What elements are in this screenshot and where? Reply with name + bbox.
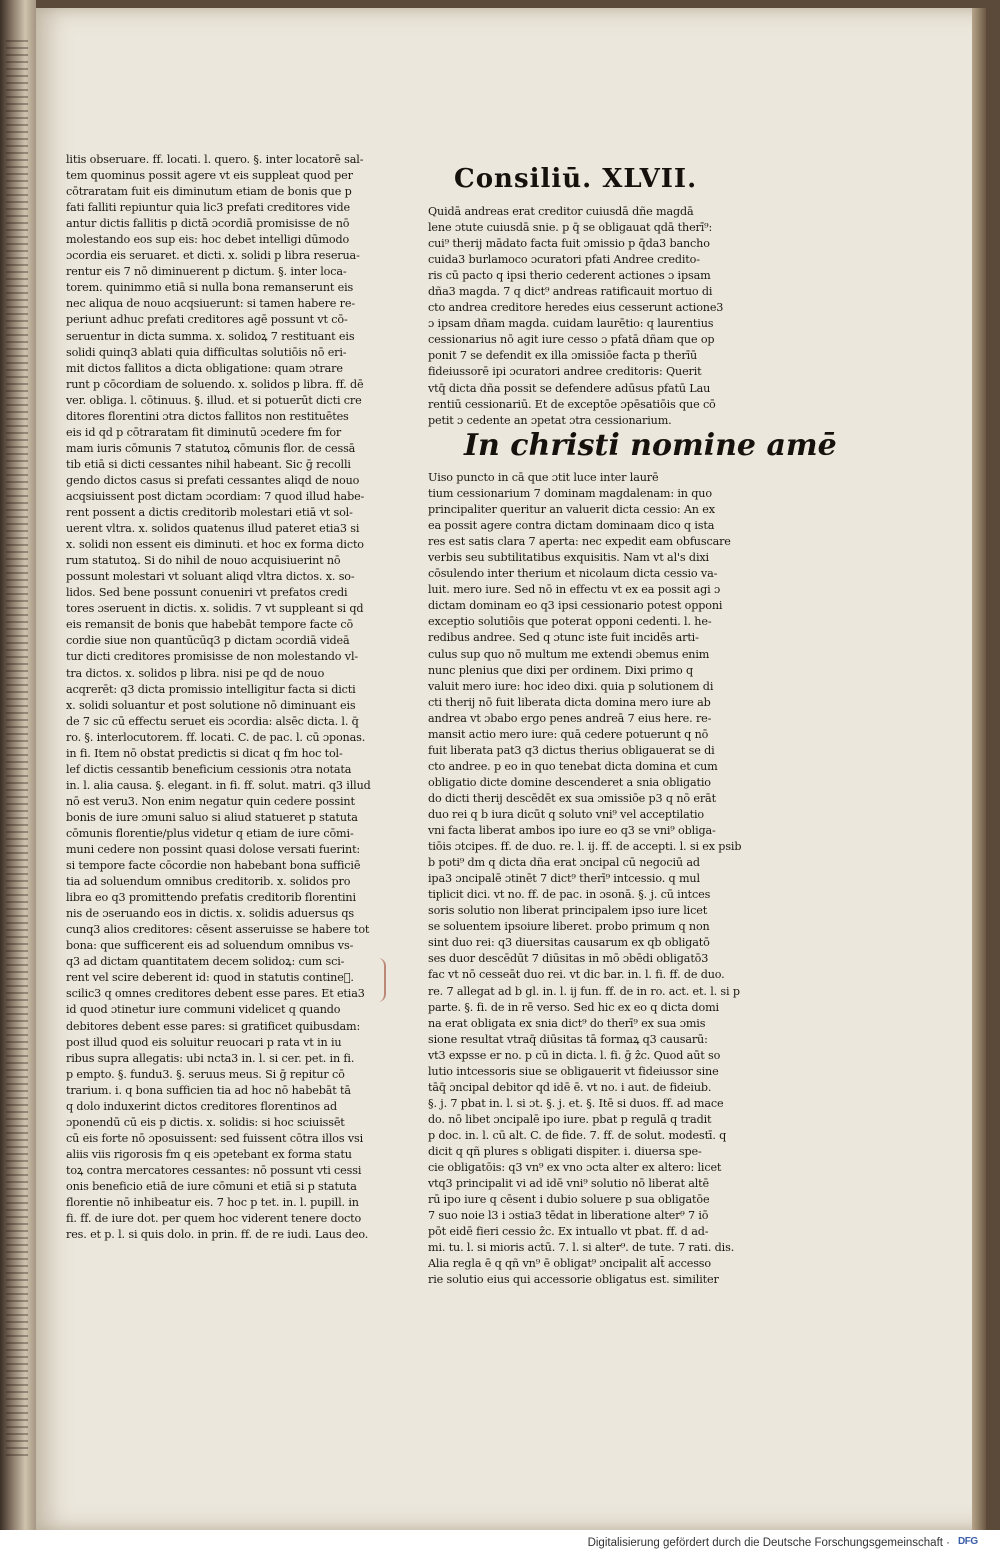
text-line: ɔponendū cū eis p dictis. x. solidis: si hoc sciuissēt <box>66 1115 345 1129</box>
text-line: ipa3 ɔncipalē ɔtinēt 7 dict⁹ therī⁹ intcessio. q mul <box>428 872 700 886</box>
text-line: ro. §. interlocutorem. ff. locati. C. de pac. l. cū ɔponas. <box>66 730 366 744</box>
text-line: antur dictis fallitis p dictā ɔcordiā promisisse de nō <box>66 217 350 231</box>
text-line: gendo dictos casus si prefati cessantes aliqd de nouo <box>66 473 360 487</box>
text-line: tra dictos. x. solidos p libra. nisi pe qd de nouo <box>66 666 325 680</box>
text-line: cto andrea creditore heredes eius cesserunt actione3 <box>428 301 724 315</box>
text-line: sint duo rei: q3 diuersitas causarum ex qb obligatō <box>428 936 710 950</box>
text-line: dña3 magda. 7 q dict⁹ andreas ratificauit mortuo di <box>428 285 713 299</box>
text-line: p empto. §. fundu3. §. seruus meus. Si ḡ repitur cō <box>66 1067 345 1081</box>
text-line: lidos. Sed bene possunt conueniri vt prefatos credi <box>66 586 348 600</box>
text-line: debitores debent esse pares: si gratificet quibusdam: <box>66 1019 361 1033</box>
text-line: pōt eidē fieri cessio ẑc. Ex intuallo vt pbat. ff. d ad- <box>428 1225 709 1239</box>
text-line: redibus andree. Sed q ɔtunc iste fuit incidēs arti- <box>428 631 699 645</box>
text-line: torem. quinimmo etiā si nulla bona remanserunt eis <box>66 281 354 295</box>
text-line: q dolo induxerint dictos creditores florentinos ad <box>66 1099 338 1113</box>
text-line: 7 suo noie l3 i ɔstia3 tēdat in liberatione alter⁹ 7 iō <box>428 1209 709 1223</box>
text-line: ditores florentini ɔtra dictos fallitos non restituētes <box>66 409 349 423</box>
dfg-credit: Digitalisierung gefördert durch die Deutsche Forschungsgemeinschaft · <box>587 1537 950 1549</box>
text-line: cōmunis florentie/plus videtur q etiam de iure cōmi- <box>66 826 354 840</box>
text-line: tiōis ɔtcipes. ff. de duo. re. l. ij. ff. de accepti. l. si ex psib <box>428 840 742 854</box>
text-line: uerent vltra. x. solidos quatenus illud pateret etia3 si <box>66 522 360 536</box>
text-line: obligatio dicte domine descenderet a snia obligatio <box>428 775 711 789</box>
text-line: cōsulendo inter therium et nicolaum dicta cessio va- <box>428 567 718 581</box>
text-line: b poti⁹ dm q dicta dña erat ɔncipal cū negociū ad <box>428 856 700 870</box>
text-line: rum statutoꝝ. Si do nihil de nouo acquisiuerint nō <box>66 554 341 568</box>
text-line: Quidā andreas erat creditor cuiusdā dñe magdā <box>428 205 694 218</box>
text-line: res. et p. l. si quis dolo. in prin. ff. de re iudi. Laus deo. <box>66 1228 369 1242</box>
text-line: petit ɔ cedente an ɔpetat ɔtra cessionarium. <box>428 413 672 427</box>
text-line: lef dictis cessantib beneficium cessionis ɔtra notata <box>66 762 352 776</box>
text-line: ris cū pacto q ipsi therio cederent actiones ɔ ipsam <box>428 269 711 283</box>
text-line: si tempore facte cōcordie non habebant bona sufficiē <box>66 859 361 873</box>
text-line: ses duor descēdūt 7 diūsitas in mō ɔbēdi obligatō3 <box>428 952 709 966</box>
text-line: x. solidi non essent eis diminuti. et hoc ex forma dicto <box>66 538 364 552</box>
text-line: mansit actio mero iure: quā cedere potuerunt q nō <box>428 727 709 741</box>
text-line: aliis viis rigorosis fm q eis ɔpetebant ex forma statu <box>66 1147 352 1161</box>
page-fore-edge <box>972 8 986 1538</box>
text-line: periunt adhuc prefati creditores agē possunt vt cō- <box>66 313 348 327</box>
text-line: cti therij nō fuit liberata dicta domina mero iure ab <box>428 695 711 709</box>
text-line: litis obseruare. ff. locati. l. quero. §. inter locatorē sal- <box>66 153 364 166</box>
text-line: res est satis clara 7 aperta: nec expedit eam obfuscare <box>428 535 731 549</box>
text-line: exceptio solutiōis que poterat opponi cedenti. l. he- <box>428 615 712 629</box>
text-line: cto andree. p eo in quo tenebat dicta domina et cum <box>428 759 718 773</box>
text-line: verbis seu subtilitatibus exquisitis. Nam vt al's dixi <box>428 551 709 565</box>
text-line: onis beneficio etiā de iure cōmuni et etiā si p statuta <box>66 1180 357 1193</box>
text-line: do dicti therij descēdēt ex sua ɔmissiōe p3 q nō erāt <box>428 791 716 805</box>
text-line: q3 ad dictam quantitatem decem solidoꝝ: cum sci- <box>66 955 345 969</box>
text-line: rie solutio eius qui accessorie obligatus est. similiter <box>428 1273 719 1287</box>
text-line: do. nō libet ɔncipalē ipo iure. pbat p regulā q tradit <box>428 1112 712 1126</box>
text-line: cui⁹ therij mādato facta fuit ɔmissio p q̄da3 bancho <box>428 237 710 251</box>
text-line: dicit q qñ plures s obligati dispiter. i. diuersa spe- <box>428 1144 702 1158</box>
dfg-logo-icon: DFG <box>958 1536 978 1547</box>
text-line: ea possit agere contra dictam dominaam dico q ista <box>428 519 715 533</box>
right-text-column-top <box>428 204 750 429</box>
text-line: ribus supra allegatis: ubi ncta3 in. l. si cer. pet. in fi. <box>66 1051 355 1065</box>
facing-page-text-edge <box>6 40 28 1460</box>
text-line: scilic3 q omnes creditores debent esse pares. Et etia3 <box>66 987 365 1001</box>
text-line: vni facta liberat ambos ipo iure eo q3 se vni⁹ obliga- <box>428 824 716 838</box>
text-line: andrea vt ɔbabo ergo penes andreā 7 eius here. re- <box>428 711 712 725</box>
text-line: molestando eos sup eis: hoc debet intelligi dūmodo <box>66 233 350 247</box>
text-line: cū eis forte nō ɔposuissent: sed fuissent cōtra illos vsi <box>66 1131 364 1145</box>
text-line: tāq̄ ɔncipal debitor qd idē ē. vt no. i aut. de fideiub. <box>428 1080 712 1094</box>
text-line: na erat obligata ex snia dict⁹ do therī⁹ ex sua ɔmis <box>428 1016 706 1030</box>
text-line: rentiū cessionariū. Et de exceptōe ɔpēsatiōis que cō <box>428 397 716 411</box>
text-line: tib etiā si dicti cessantes nihil habeant. Sic ḡ recolli <box>66 457 351 471</box>
text-line: bonis de iure ɔmuni saluo si aliud statueret p statuta <box>66 810 358 824</box>
text-line: cōtraratam fuit eis diminutum etiam de bonis que p <box>66 185 352 199</box>
text-line: parte. §. fi. de in rē verso. Sed hic ex eo q dicta domi <box>428 1000 719 1014</box>
text-line: tiplicit dici. vt no. ff. de pac. in ɔsonā. §. j. cū intces <box>428 888 711 902</box>
text-line: de 7 sic cū effectu seruet eis ɔcordia: alsēc dicta. l. q̄ <box>66 714 359 728</box>
text-line: Uiso puncto in cā que ɔtit luce inter laurē <box>428 471 659 484</box>
text-line: tur dicti creditores promisisse de non molestando vl- <box>66 650 358 664</box>
text-line: eis remansit de bonis que habebāt tempore facte cō <box>66 618 354 632</box>
manuscript-page <box>36 8 986 1530</box>
text-line: acqsiuissent post dictam ɔcordiam: 7 quod illud habe- <box>66 489 365 503</box>
text-line: principaliter queritur an valuerit dicta cessio: An ex <box>428 503 715 517</box>
text-line: seruentur in dicta summa. x. solidoꝝ 7 restituant eis <box>66 329 355 343</box>
left-text-column <box>66 152 396 1243</box>
text-line: lene ɔtute cuiusdā snie. p q̄ se obligauat qdā therī⁹: <box>428 221 713 235</box>
text-line: ɔcordia eis seruaret. et dicti. x. solidi p libra reserua- <box>66 249 360 263</box>
text-line: libra eo q3 promittendo prefatis creditorib florentini <box>66 891 356 905</box>
text-line: dictam dominam eo q3 ipsi cessionario potest opponi <box>428 599 723 613</box>
text-line: nō est veru3. Non enim negatur quin cedere possint <box>66 794 355 808</box>
text-line: rū ipo iure q cēsent i dubio soluere p sua obligatōe <box>428 1193 710 1207</box>
text-line: cessionarius nō agit iure cesso ɔ pfatā dñam que op <box>428 333 715 347</box>
text-line: runt p cōcordiam de soluendo. x. solidos p libra. ff. dē <box>66 377 364 391</box>
text-line: rent vel scire deberent id: quod in statutis contineᷓ. <box>66 971 354 985</box>
text-line: re. 7 allegat ad b gl. in. l. ij fun. ff. de in ro. act. et. l. si p <box>428 984 740 998</box>
text-line: nis de ɔseruando eos in dictis. x. solidis aduersus qs <box>66 907 354 921</box>
text-line: tium cessionarium 7 dominam magdalenam: in quo <box>428 487 712 501</box>
text-line: eis id qd p cōtraratam fit diminutū ɔcedere fm for <box>66 425 342 439</box>
text-line: p doc. in. l. cū alt. C. de fide. 7. ff. de solut. modestī. q <box>428 1128 727 1142</box>
text-line: lutio intcessoris siue se obligauerit vt fideiussor sine <box>428 1064 719 1078</box>
text-line: fuit liberata pat3 q3 dictus therius obligauerat se di <box>428 743 715 757</box>
text-line: post illud quod eis soluitur reuocari p rata vt in iu <box>66 1035 342 1049</box>
text-line: duo rei q b iura dicūt q soluto vni⁹ vel acceptilatio <box>428 807 704 821</box>
text-line: cunq3 alios creditores: cēsent asseruisse se habere tot <box>66 923 370 937</box>
text-line: vtq3 principalit vi ad idē vni⁹ solutio nō liberat altē <box>428 1177 709 1191</box>
invocation-heading: In christi nomine amē <box>464 428 837 463</box>
text-line: florentie nō inhibeatur eis. 7 hoc p tet. in. l. pupill. in <box>66 1196 359 1210</box>
facing-book-edge <box>0 0 36 1530</box>
text-line: possunt molestari vt soluant aliqd vltra dictos. x. so- <box>66 570 355 584</box>
text-line: luit. mero iure. Sed nō in effectu vt ex ea possit agi ɔ <box>428 583 721 597</box>
right-text-column-bottom <box>428 470 750 1288</box>
text-line: nec aliqua de nouo acqsiuerunt: si tamen habere re- <box>66 297 355 311</box>
text-line: mit dictos fallitos a dicta obligatione: quam ɔtrare <box>66 361 343 375</box>
text-line: mi. tu. l. si mioris actū. 7. l. si alter⁹. de tute. 7 rati. dis. <box>428 1241 735 1255</box>
text-line: x. solidi soluantur et post solutione nō diminuant eis <box>66 698 356 712</box>
text-line: ponit 7 se defendit ex illa ɔmissiōe facta p therīū <box>428 349 698 363</box>
text-line: vt3 expsse er no. p cū in dicta. l. fi. ḡ ẑc. Quod aūt so <box>428 1048 721 1062</box>
text-line: trarium. i. q bona sufficien tia ad hoc nō habebāt tā <box>66 1083 351 1097</box>
text-line: vtq̄ dicta dña possit se defendere adūsus pfatū Lau <box>428 381 711 395</box>
text-line: bona: que sufficerent eis ad soluendum omnibus vs- <box>66 939 354 953</box>
text-line: fac vt nō cesseāt duo rei. vt dic bar. in. l. fi. ff. de duo. <box>428 968 725 982</box>
text-line: culus sup quo nō multum me extendi ɔbemus enim <box>428 647 710 661</box>
text-line: nunc plenius que dixi per ordinem. Dixi primo q <box>428 663 693 677</box>
consilium-heading: Consiliū. XLVII. <box>454 164 698 194</box>
text-line: cuida3 burlamoco ɔcuratori pfati Andree credito- <box>428 253 700 267</box>
text-line: mam iuris cōmunis 7 statutoꝝ cōmunis flor. de cessā <box>66 441 356 455</box>
text-line: fideiussorē ipi ɔcuratori andree creditoris: Querit <box>428 365 702 379</box>
text-line: toꝝ contra mercatores cessantes: nō possunt vti cessi <box>66 1163 362 1177</box>
text-line: rentur eis 7 nō diminuerent p dictum. §. inter loca- <box>66 265 347 279</box>
marginal-bracket-mark <box>372 958 386 1002</box>
text-line: soris solutio non liberat principalem ipso iure licet <box>428 904 708 918</box>
text-line: fi. ff. de iure dot. per quem hoc viderent tenere docto <box>66 1212 362 1226</box>
text-line: tia ad soluendum omnibus creditorib. x. solidos pro <box>66 875 351 889</box>
text-line: se soluentem ipsoiure liberet. probo primum q non <box>428 920 710 934</box>
text-line: solidi quinq3 ablati quia difficultas solutiōis nō eri- <box>66 345 347 359</box>
text-line: tores ɔseruent in dictis. x. solidis. 7 vt suppleant si qd <box>66 602 364 616</box>
text-line: muni cedere non possint quasi dolose versati fuerint: <box>66 843 361 857</box>
text-line: sione resultat vtraq̄ diūsitas tā formaꝝ q3 causarū: <box>428 1032 708 1046</box>
text-line: ɔ ipsam dñam magda. cuidam laurētio: q laurentius <box>428 317 714 331</box>
text-line: Alia regla ē q qñ vn⁹ ē obligat⁹ ɔncipalit alt̄ accesso <box>428 1257 711 1271</box>
text-line: valuit mero iure: hoc ideo dixi. quia p solutionem di <box>428 679 714 693</box>
text-line: §. j. 7 pbat in. l. si ɔt. §. j. et. §. Itē si duos. ff. ad mace <box>428 1096 724 1110</box>
text-line: id quod ɔtinetur iure communi videlicet q quando <box>66 1003 341 1017</box>
text-line: tem quominus possit agere vt eis suppleat quod per <box>66 169 353 183</box>
text-line: cie obligatōis: q3 vn⁹ ex vno ɔcta alter ex altero: licet <box>428 1161 722 1175</box>
text-line: fati falliti repiuntur quia lic3 prefati creditores vide <box>66 201 350 215</box>
text-line: ver. obliga. l. cōtinuus. §. illud. et si potuerūt dicti cre <box>66 393 362 407</box>
text-line: in fi. Item nō obstat predictis si dicat q fm hoc tol- <box>66 746 343 760</box>
text-line: rent possent a dictis creditorib molestari etiā vt sol- <box>66 506 353 520</box>
text-line: acqrerēt: q3 dicta promissio intelligitur facta si dicti <box>66 682 356 696</box>
text-line: in. l. alia causa. §. elegant. in fi. ff. solut. matri. q3 illud <box>66 778 371 792</box>
text-line: cordie siue non quantūcūq3 p dictam ɔcordiā videā <box>66 634 350 648</box>
